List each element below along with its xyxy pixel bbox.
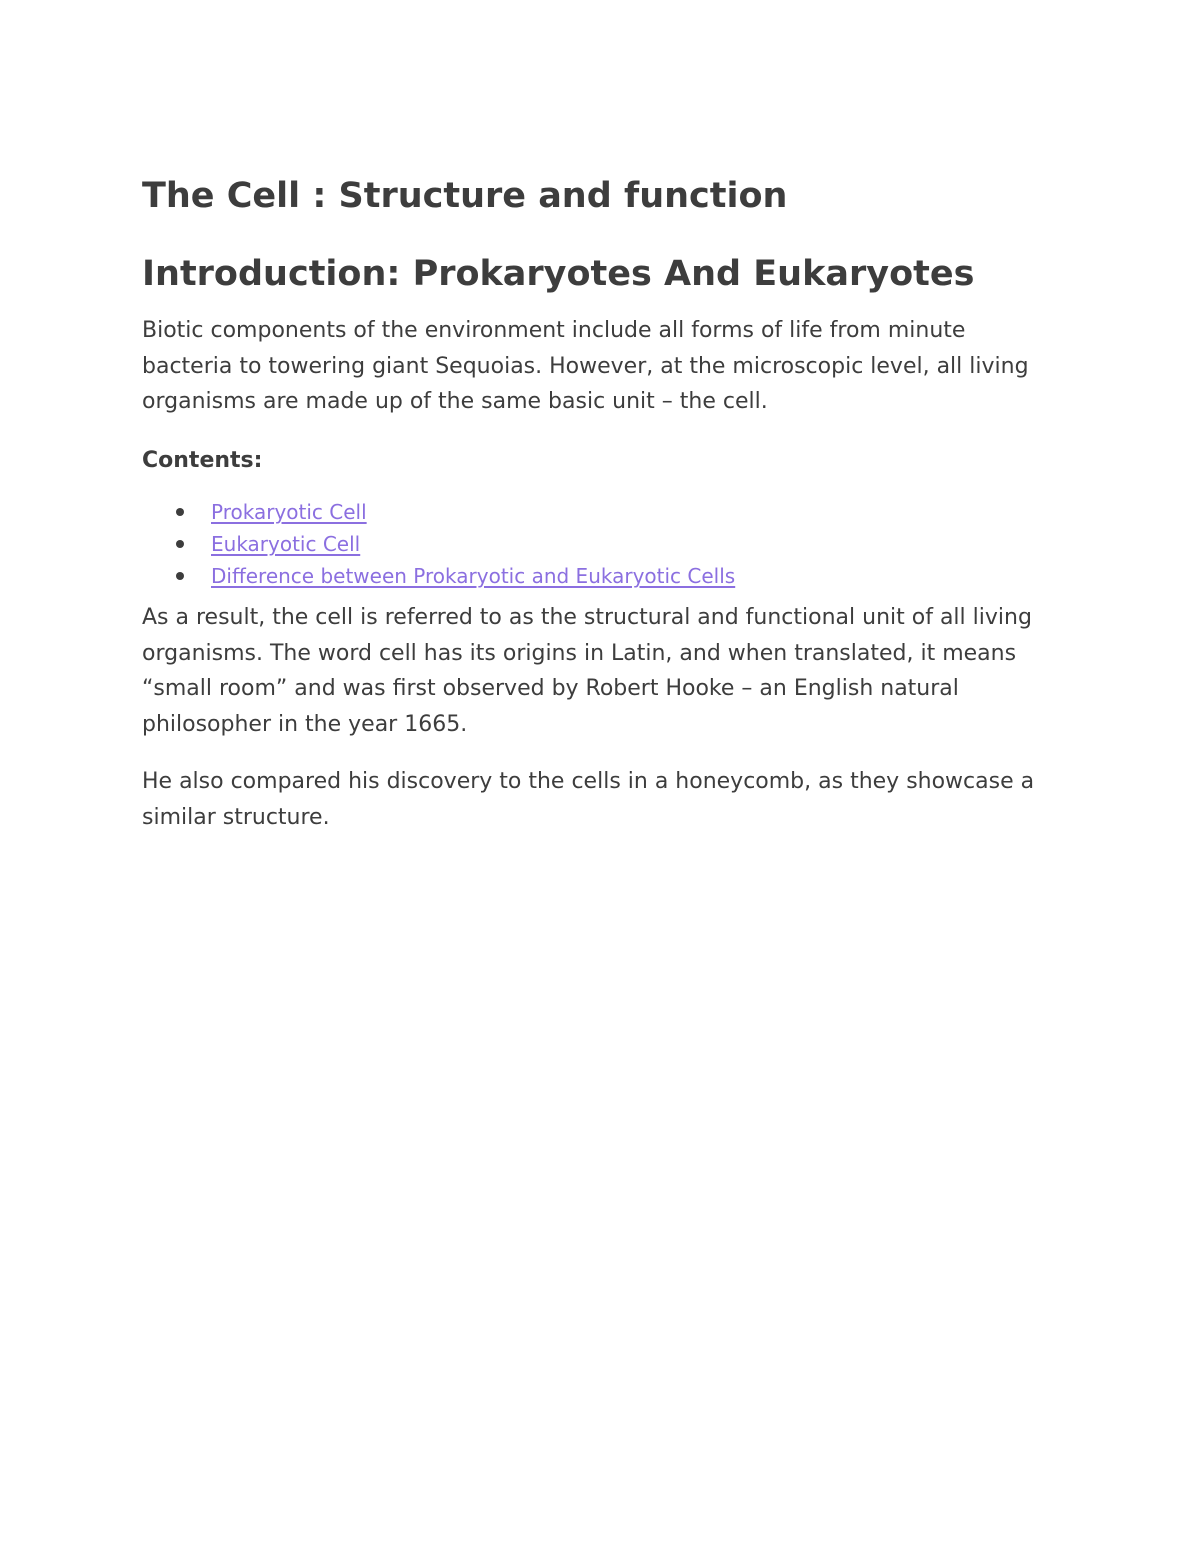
link-eukaryotic-cell[interactable]: Eukaryotic Cell xyxy=(211,532,361,556)
list-item xyxy=(142,560,735,592)
list-item xyxy=(142,496,735,528)
bullet-icon xyxy=(176,572,184,580)
result-paragraph: As a result, the cell is referred to as the structural and functional unit of all living organisms. The word cell has its origins in Latin, and when translated, it means “small room” and was first observed by Robert Hooke – an English natural philosopher in the year 1665. xyxy=(142,605,1032,737)
honeycomb-paragraph: He also compared his discovery to the cells in a honeycomb, as they showcase a similar structure. xyxy=(142,769,1035,830)
bullet-icon xyxy=(176,540,184,548)
list-item xyxy=(142,528,735,560)
contents-label: Contents: xyxy=(142,448,263,473)
link-difference-cells[interactable]: Difference between Prokaryotic and Eukaryotic Cells xyxy=(211,564,736,588)
link-prokaryotic-cell[interactable]: Prokaryotic Cell xyxy=(211,500,367,524)
contents-list xyxy=(142,496,735,592)
document-title: The Cell : Structure and function xyxy=(142,176,788,216)
section-heading: Introduction: Prokaryotes And Eukaryotes xyxy=(142,254,975,294)
bullet-icon xyxy=(176,508,184,516)
intro-paragraph: Biotic components of the environment include all forms of life from minute bacteria to towering giant Sequoias. However, at the microscopic level, all living organisms are made up of the same basic unit – the cell. xyxy=(142,318,1029,414)
